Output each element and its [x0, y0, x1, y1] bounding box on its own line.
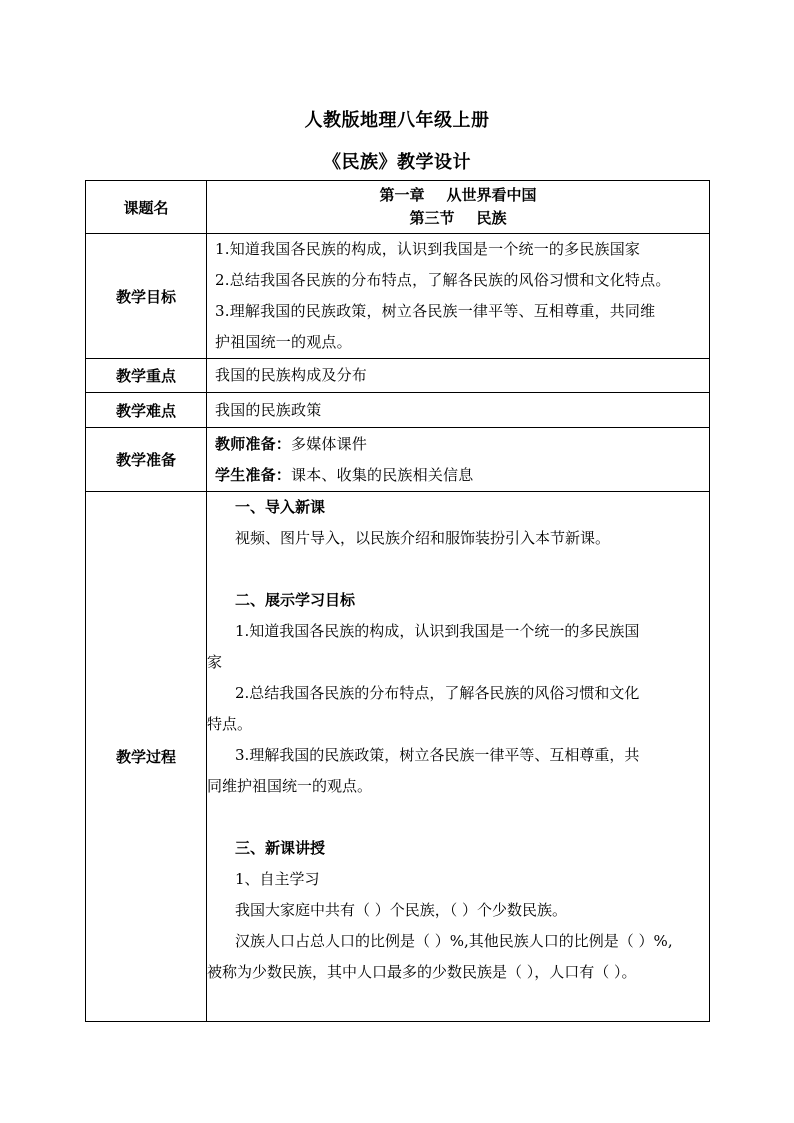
key-points-cell: [207, 359, 710, 393]
student-preparation-prefix: 学生准备：: [215, 465, 292, 484]
course-name-cell: [207, 181, 710, 234]
chapter-line: [207, 184, 709, 207]
objective-item: 2.总结我国各民族的分布特点，了解各民族的风俗习惯和文化特点。: [215, 271, 671, 289]
difficulties-label: 教学难点: [86, 393, 207, 428]
chapter-title: 从世界看中国: [446, 186, 537, 204]
process-paragraph: 特点。: [207, 715, 253, 733]
objectives-label: 教学目标: [86, 234, 207, 359]
objective-item: 1.知道我国各民族的构成，认识到我国是一个统一的多民族国家: [215, 240, 641, 258]
difficulties-cell: [207, 393, 710, 428]
lesson-plan-table: [85, 180, 710, 1022]
table-row-difficulties: [86, 393, 710, 428]
process-paragraph: 家: [207, 653, 223, 671]
process-subheading: 1、自主学习: [235, 870, 320, 888]
section-line: [207, 207, 709, 230]
section-number: 第三节: [409, 209, 455, 227]
table-row-key-points: [86, 359, 710, 393]
teacher-preparation: [215, 429, 703, 460]
table-row-course-name: [86, 181, 710, 234]
teacher-preparation-text: 多媒体课件: [291, 434, 368, 453]
table-row-process: [86, 492, 710, 1022]
process-question: 我国大家庭中共有（ ）个民族，（ ）个少数民族。: [235, 901, 568, 919]
process-question: 汉族人口占总人口的比例是（ ）%,其他民族人口的比例是（ ）%,: [235, 932, 673, 950]
process-paragraph: 视频、图片导入，以民族介绍和服饰装扮引入本节新课。: [235, 529, 611, 547]
process-section-heading: 二、展示学习目标: [235, 591, 356, 609]
teacher-preparation-prefix: 教师准备：: [215, 434, 292, 453]
chapter-number: 第一章: [379, 186, 425, 204]
process-section-heading: 三、新课讲授: [235, 839, 326, 857]
preparation-cell: [207, 428, 710, 492]
table-row-objectives: [86, 234, 710, 359]
process-paragraph: 同维护祖国统一的观点。: [207, 777, 373, 795]
objectives-cell: [207, 234, 710, 359]
process-section-heading: 一、导入新课: [235, 498, 326, 516]
key-points-label: 教学重点: [86, 359, 207, 393]
student-preparation-text: 课本、收集的民族相关信息: [291, 465, 474, 484]
objective-item: 护祖国统一的观点。: [215, 333, 352, 351]
difficulties-text: 我国的民族政策: [215, 400, 322, 419]
process-label: 教学过程: [86, 492, 207, 1022]
objective-item: 3.理解我国的民族政策，树立各民族一律平等、互相尊重，共同维: [215, 302, 656, 320]
preparation-label: 教学准备: [86, 428, 207, 492]
process-paragraph: 2.总结我国各民族的分布特点，了解各民族的风俗习惯和文化: [235, 684, 640, 702]
student-preparation: [215, 460, 703, 491]
document-subtitle: 《民族》教学设计: [323, 152, 471, 173]
process-question: 被称为少数民族，其中人口最多的少数民族是（ ），人口有（ ）。: [207, 963, 637, 981]
process-cell: [207, 492, 710, 1022]
process-paragraph: 1.知道我国各民族的构成，认识到我国是一个统一的多民族国: [235, 622, 640, 640]
course-name-label: 课题名: [86, 181, 207, 234]
table-row-preparation: [86, 428, 710, 492]
process-paragraph: 3.理解我国的民族政策，树立各民族一律平等、互相尊重，共: [235, 746, 640, 764]
section-title: 民族: [476, 209, 507, 227]
key-points-text: 我国的民族构成及分布: [215, 366, 368, 384]
document-title: 人教版地理八年级上册: [304, 110, 490, 131]
